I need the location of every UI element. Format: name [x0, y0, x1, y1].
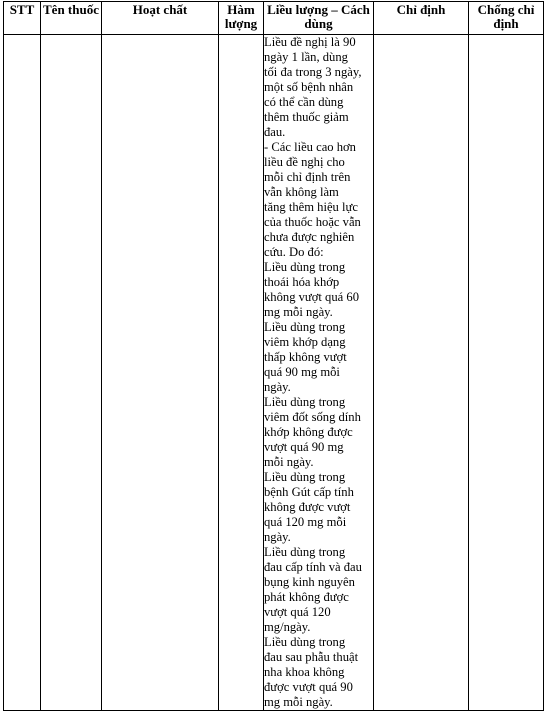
dosage-line: vượt quá 90 mg — [264, 440, 344, 454]
dosage-line: tối đa trong 3 ngày, — [264, 65, 362, 79]
cell-chong-chi-dinh — [469, 35, 544, 711]
dosage-line: được vượt quá 90 — [264, 680, 353, 694]
header-chi-dinh: Chỉ định — [374, 2, 469, 35]
header-hoat-chat: Hoạt chất — [102, 2, 219, 35]
dosage-line: một số bệnh nhân — [264, 80, 354, 94]
dosage-line: quá 120 mg mỗi — [264, 515, 347, 529]
dosage-line: viêm khớp dạng — [264, 335, 346, 349]
dosage-line: Liều dùng trong — [264, 395, 346, 409]
dosage-line: ngày. — [264, 530, 291, 544]
dosage-line: nha khoa không — [264, 665, 345, 679]
dosage-line: mỗi ngày. — [264, 455, 314, 469]
dosage-line: bệnh Gút cấp tính — [264, 485, 354, 499]
table-row — [4, 35, 544, 711]
dosage-line: bụng kinh nguyên — [264, 575, 355, 589]
dosage-line: thoái hóa khớp — [264, 275, 340, 289]
header-lieu-luong: Liều lượng – Cách dùng — [264, 2, 374, 35]
dosage-line: quá 90 mg mỗi — [264, 365, 340, 379]
dosage-line: thấp không vượt — [264, 350, 347, 364]
header-row — [4, 2, 544, 35]
cell-ham-luong — [219, 35, 264, 711]
cell-stt — [4, 35, 41, 711]
dosage-line: Liều dùng trong — [264, 635, 346, 649]
cell-hoat-chat — [102, 35, 219, 711]
dosage-line: mg mỗi ngày. — [264, 695, 333, 709]
header-stt: STT — [4, 2, 41, 35]
dosage-line: vượt quá 120 — [264, 605, 331, 619]
dosage-line: liều đề nghị cho — [264, 155, 345, 169]
dosage-line: tăng thêm hiệu lực — [264, 200, 358, 214]
dosage-line: Liều dùng trong — [264, 260, 346, 274]
dosage-line: khớp không được — [264, 425, 353, 439]
dosage-line: phát không được — [264, 590, 349, 604]
dosage-line: Liều đề nghị là 90 — [264, 35, 356, 49]
dosage-line: mg/ngày. — [264, 620, 311, 634]
dosage-line: không được vượt — [264, 500, 351, 514]
dosage-line: ngày. — [264, 380, 291, 394]
drug-table — [3, 1, 544, 711]
dosage-line: vẫn không làm — [264, 185, 339, 199]
dosage-line: Liều dùng trong — [264, 320, 346, 334]
cell-chi-dinh — [374, 35, 469, 711]
dosage-line: mỗi chỉ định trên — [264, 170, 351, 184]
dosage-line: cứu. Do đó: — [264, 245, 324, 259]
dosage-line: viêm đốt sống dính — [264, 410, 361, 424]
dosage-line: thêm thuốc giảm — [264, 110, 349, 124]
dosage-line: đau sau phẫu thuật — [264, 650, 359, 664]
dosage-line: không vượt quá 60 — [264, 290, 359, 304]
dosage-line: của thuốc hoặc vẫn — [264, 215, 361, 229]
header-chong-chi-dinh: Chống chỉ định — [469, 2, 544, 35]
cell-ten-thuoc — [41, 35, 102, 711]
header-ham-luong: Hàm lượng — [219, 2, 264, 35]
dosage-line: - Các liều cao hơn — [264, 140, 356, 154]
dosage-line: mg mỗi ngày. — [264, 305, 333, 319]
dosage-line: chưa được nghiên — [264, 230, 355, 244]
cell-lieu-luong — [264, 35, 374, 711]
dosage-line: ngày 1 lần, dùng — [264, 50, 348, 64]
dosage-line: Liều dùng trong — [264, 545, 346, 559]
dosage-line: đau. — [264, 125, 286, 139]
dosage-line: có thể cần dùng — [264, 95, 344, 109]
dosage-text — [264, 35, 373, 710]
dosage-line: Liều dùng trong — [264, 470, 346, 484]
dosage-line: đau cấp tính và đau — [264, 560, 362, 574]
header-ten-thuoc: Tên thuốc — [41, 2, 102, 35]
